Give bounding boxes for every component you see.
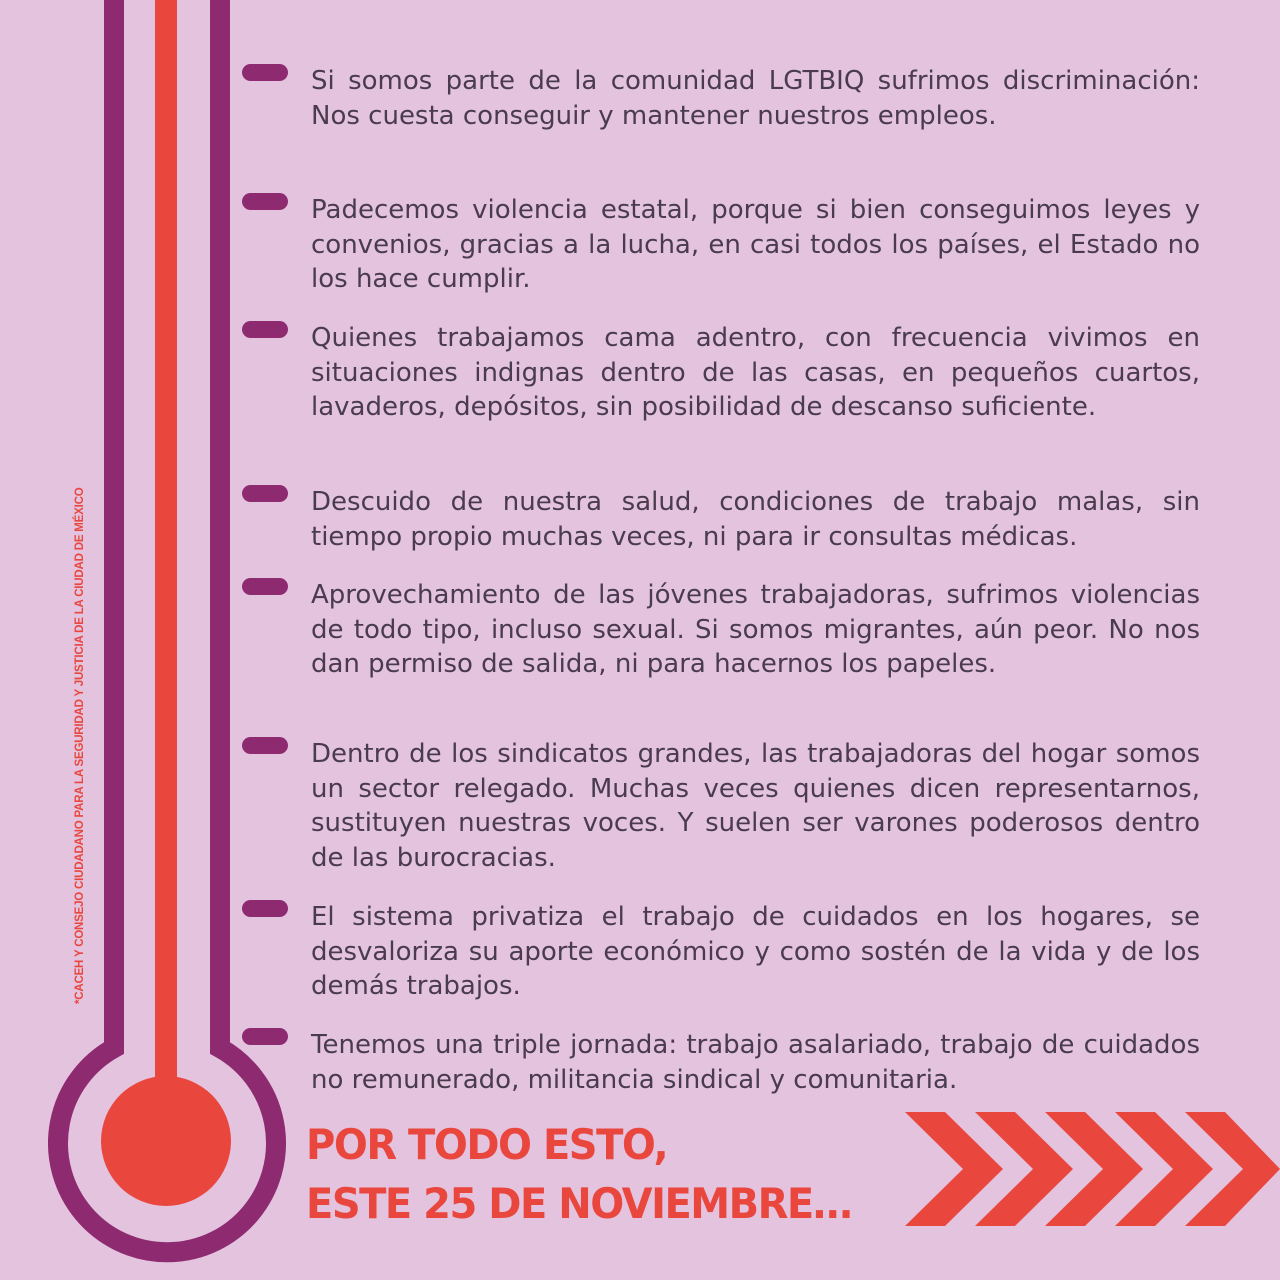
bullet-bar-icon [242, 193, 288, 210]
bullet-bar-icon [242, 578, 288, 595]
chevron-right-icon [905, 1112, 1003, 1226]
list-item [242, 64, 1200, 133]
list-item [242, 321, 1200, 425]
list-item [242, 1028, 1200, 1097]
list-item-text: Aprovechamiento de las jóvenes trabajadoras, sufrimos violencias de todo tipo, incluso sexual. Si somos migrantes, aún peor. No nos dan permiso de salida, ni para hacernos los papeles. [311, 580, 1200, 679]
thermometer-mercury [155, 0, 177, 1120]
list-item-text: El sistema privatiza el trabajo de cuidados en los hogares, se desvaloriza su aporte económico y como sostén de la vida y de los demás trabajos. [311, 902, 1200, 1001]
list-item-text: Dentro de los sindicatos grandes, las trabajadoras del hogar somos un sector relegado. Muchas veces quienes dicen representarnos, sustituyen nuestras voces. Y suelen ser varones poderosos dentro de las burocracias. [311, 739, 1200, 873]
bullet-bar-icon [242, 485, 288, 502]
chevrons-right-icon [905, 1110, 1280, 1228]
side-note: *CACEH Y CONSEJO CIUDADANO PARA LA SEGURIDAD Y JUSTICIA DE LA CIUDAD DE MÉXICO [74, 487, 86, 1004]
list-item [242, 900, 1200, 1004]
closing-line-2: ESTE 25 DE NOVIEMBRE… [306, 1180, 852, 1229]
bullet-bar-icon [242, 1028, 288, 1045]
bullet-bar-icon [242, 737, 288, 754]
list-item [242, 485, 1200, 554]
closing-heading [306, 1116, 851, 1234]
bullet-bar-icon [242, 64, 288, 81]
list-item-text: Si somos parte de la comunidad LGTBIQ sufrimos discriminación: Nos cuesta conseguir y mantener nuestros empleos. [311, 66, 1200, 131]
closing-line-1: POR TODO ESTO, [306, 1121, 668, 1170]
bullet-bar-icon [242, 900, 288, 917]
list-item [242, 578, 1200, 682]
list-item-text: Descuido de nuestra salud, condiciones de trabajo malas, sin tiempo propio muchas veces, ni para ir consultas médicas. [311, 487, 1200, 552]
list-item-text: Quienes trabajamos cama adentro, con frecuencia vivimos en situaciones indignas dentro de las casas, en pequeños cuartos, lavaderos, depósitos, sin posibilidad de descanso suficiente. [311, 323, 1200, 422]
bullet-bar-icon [242, 321, 288, 338]
list-item [242, 737, 1200, 875]
list-item-text: Tenemos una triple jornada: trabajo asalariado, trabajo de cuidados no remunerado, militancia sindical y comunitaria. [311, 1030, 1200, 1095]
list-item-text: Padecemos violencia estatal, porque si bien conseguimos leyes y convenios, gracias a la lucha, en casi todos los países, el Estado no los hace cumplir. [311, 195, 1200, 294]
list-item [242, 193, 1200, 297]
thermometer-bulb [101, 1076, 231, 1206]
